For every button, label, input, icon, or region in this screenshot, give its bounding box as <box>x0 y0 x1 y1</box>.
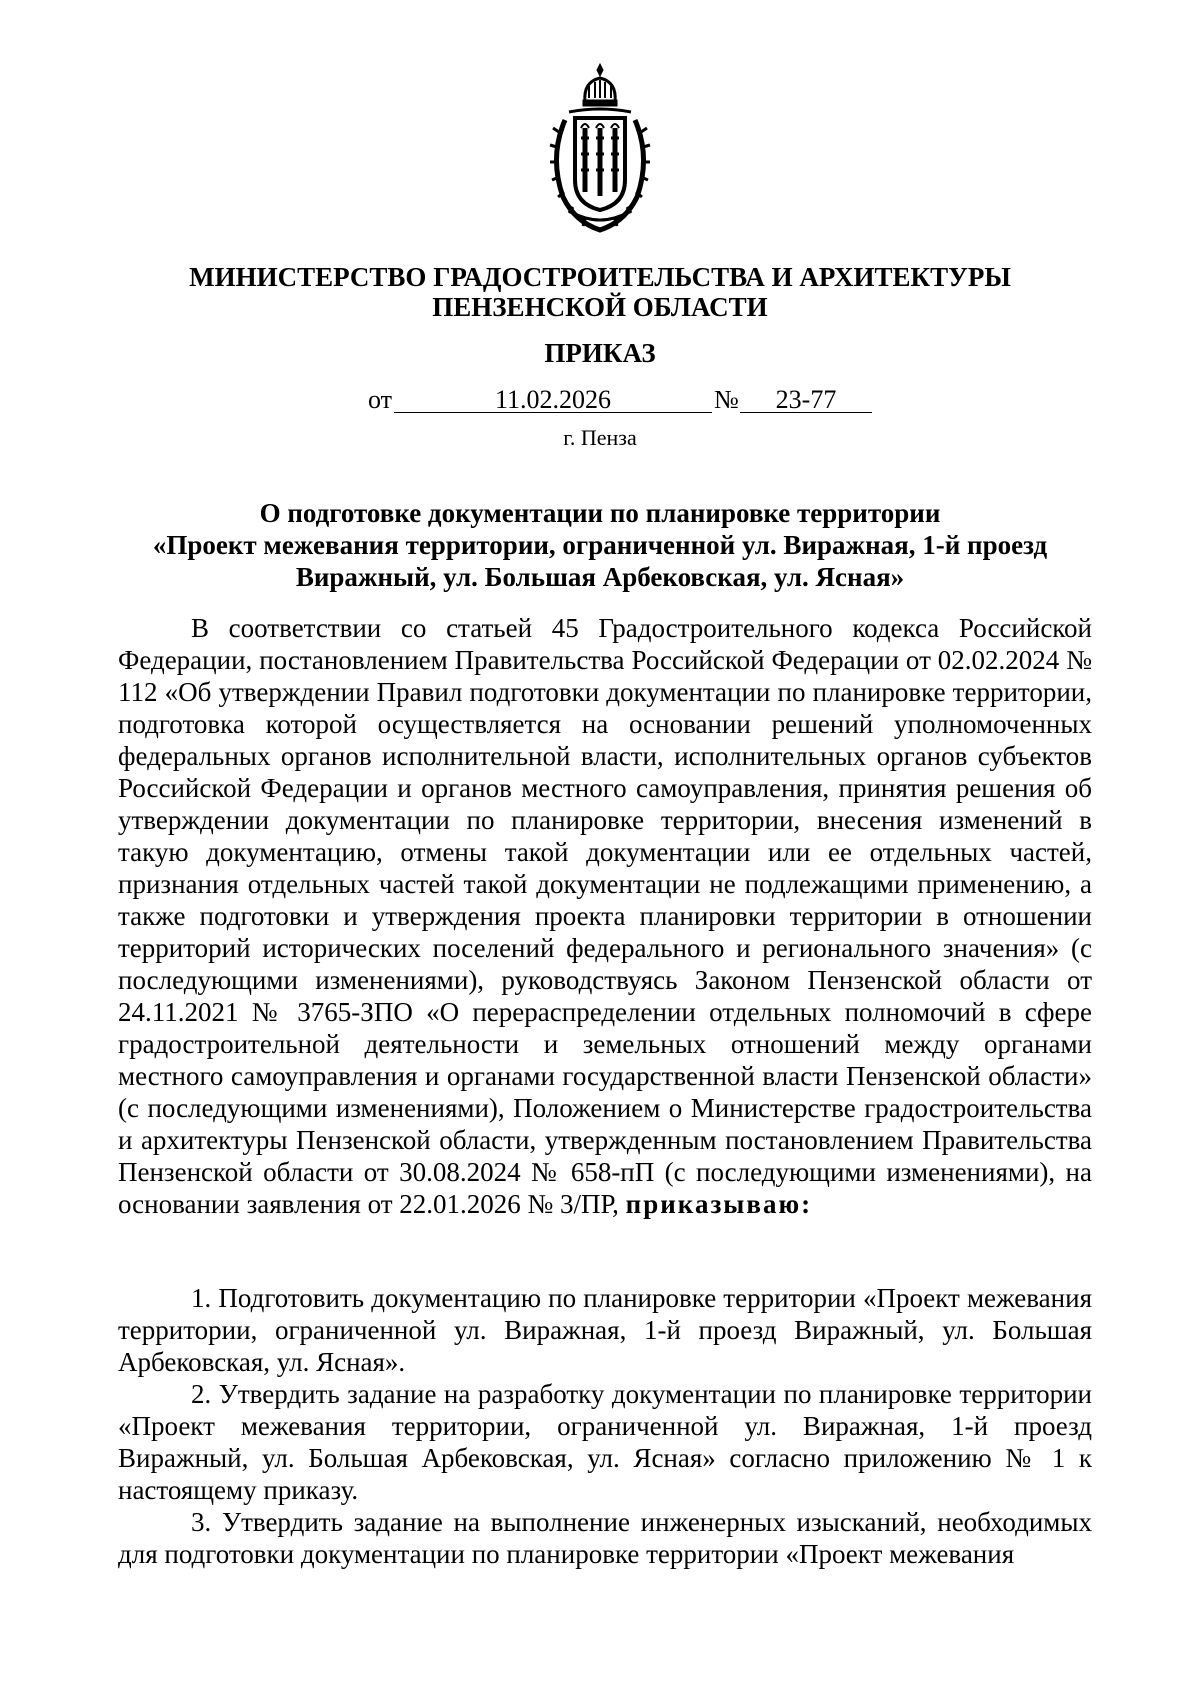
date-underline <box>394 412 712 413</box>
order-item-3 <box>118 1506 1092 1570</box>
preamble-paragraph <box>118 612 1092 1220</box>
order-item-1 <box>118 1282 1092 1378</box>
order-item-2 <box>118 1378 1092 1506</box>
document-number: 23-77 <box>775 385 837 414</box>
ministry-name-line1: МИНИСТЕРСТВО ГРАДОСТРОИТЕЛЬСТВА И АРХИТЕКТУРЫ <box>189 262 1011 292</box>
document-date: 11.02.2026 <box>494 385 612 414</box>
document-type: ПРИКАЗ <box>544 338 656 368</box>
number-sign: № <box>714 385 739 414</box>
order-item-2-text: 2. Утвердить задание на разработку документации по планировке территории «Проект межевания территории, ограниченной ул. Виражная, 1-й проезд Виражный, ул. Большая Арбековская, ул. Ясная» согласно приложению № 1 к настоящему приказу. <box>118 1379 1092 1505</box>
preamble-text: В соответствии со статьей 45 Градостроительного кодекса Российской Федерации, постановлением Правительства Российской Федерации от 02.02.2024 № 112 «Об утверждении Правил подготовки документации по планировке территории, подготовка которой осуществляется на основании решений уполномоченных федеральных органов исполнительной власти, исполнительных органов субъектов Российской Федерации и органов местного самоуправления, принятия решения об утверждении документации по планировке территории, внесения изменений в такую документацию, отмены такой документации или ее отдельных частей, признания отдельных частей такой документации не подлежащими применению, а также подготовки и утверждения проекта планировки территории в отношении территорий исторических поселений федерального и регионального значения» (с последующими изменениями), руководствуясь Законом Пензенской области от 24.11.2021 № 3765-ЗПО «О перераспределении отдельных полномочий в сфере градостроительной деятельности и земельных отношений между органами местного самоуправления и органами государственной власти Пензенской области» (с последующими изменениями), Положением о Министерстве градостроительства и архитектуры Пензенской области, утвержденным постановлением Правительства Пензенской области от 30.08.2024 № 658-пП (с последующими изменениями), на основании заявления от 22.01.2026 № 3/ПР, <box>118 613 1092 1219</box>
city: г. Пенза <box>563 425 637 450</box>
date-number-line <box>0 385 1200 415</box>
title-line-1: О подготовке документации по планировке территории <box>259 498 941 528</box>
date-prefix: от <box>368 385 393 414</box>
order-word: приказываю: <box>625 1189 813 1219</box>
title-line-3: Виражный, ул. Большая Арбековская, ул. Ясная» <box>295 562 905 592</box>
order-item-3-text: 3. Утвердить задание на выполнение инженерных изысканий, необходимых для подготовки документации по планировке территории «Проект межевания <box>118 1507 1092 1569</box>
document-title <box>130 497 1070 593</box>
title-line-2: «Проект межевания территории, ограниченной ул. Виражная, 1-й проезд <box>152 530 1048 560</box>
order-item-1-text: 1. Подготовить документацию по планировке территории «Проект межевания территории, ограниченной ул. Виражная, 1-й проезд Виражный, ул. Большая Арбековская, ул. Ясная». <box>118 1283 1092 1377</box>
penza-coat-of-arms-icon <box>545 62 655 234</box>
ministry-name-line2: ПЕНЗЕНСКОЙ ОБЛАСТИ <box>432 292 768 322</box>
number-underline <box>740 412 872 413</box>
